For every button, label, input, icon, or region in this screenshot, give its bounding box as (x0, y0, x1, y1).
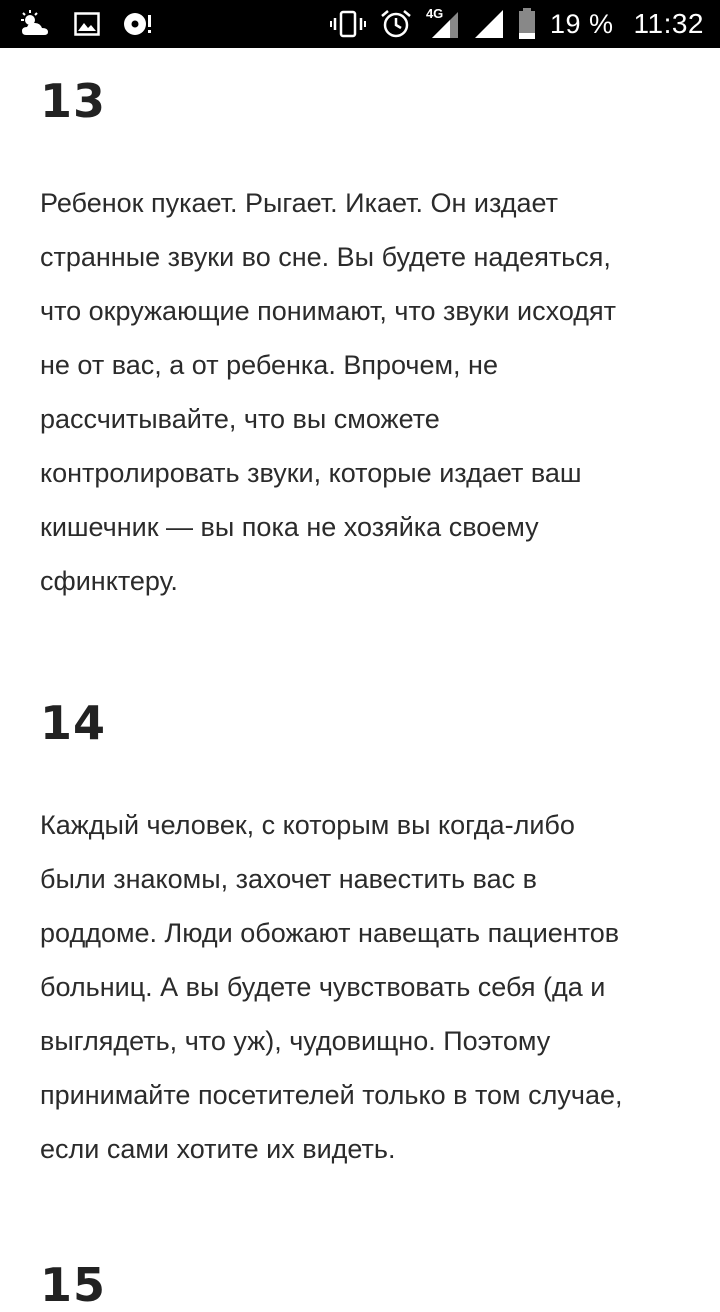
section-number: 15 (40, 1258, 107, 1312)
status-bar-left (0, 0, 154, 48)
battery-percent: 19 % (549, 8, 614, 39)
network-type-label: 4G (425, 6, 444, 21)
text-line: рассчитывайте, что вы сможете (40, 404, 440, 434)
text-line: сфинктеру. (40, 566, 178, 596)
section-number: 13 (40, 74, 107, 128)
status-bar-right (330, 0, 720, 48)
battery-icon (518, 8, 536, 40)
text-line: принимайте посетителей только в том случае, (40, 1080, 623, 1110)
signal-4g-icon (426, 8, 460, 40)
text-line: роддоме. Люди обожают навещать пациентов (40, 918, 620, 948)
text-line: были знакомы, захочет навестить вас в (40, 864, 537, 894)
section-13 (40, 74, 680, 608)
weather-icon (18, 9, 52, 39)
alarm-icon (380, 9, 412, 39)
section-text (40, 176, 680, 608)
text-line: контролировать звуки, которые издает ваш (40, 458, 582, 488)
disc-icon (122, 10, 154, 38)
text-line: не от вас, а от ребенка. Впрочем, не (40, 350, 498, 380)
text-line: странные звуки во сне. Вы будете надеяться, (40, 242, 611, 272)
section-14 (40, 696, 680, 1176)
text-line: кишечник — вы пока не хозяйка своему (40, 512, 539, 542)
section-text (40, 798, 680, 1176)
text-line: больниц. А вы будете чувствовать себя (да и (40, 972, 606, 1002)
text-line: что окружающие понимают, что звуки исходят (40, 296, 616, 326)
signal-icon (474, 9, 504, 39)
section-15 (40, 1258, 680, 1312)
clock: 11:32 (633, 8, 704, 39)
text-line: Каждый человек, с которым вы когда-либо (40, 810, 575, 840)
article-content[interactable] (0, 48, 720, 1312)
vibrate-icon (330, 10, 366, 38)
text-line: если сами хотите их видеть. (40, 1134, 396, 1164)
image-icon (74, 12, 100, 36)
section-number: 14 (40, 696, 107, 750)
status-bar (0, 0, 720, 48)
text-line: выглядеть, что уж), чудовищно. Поэтому (40, 1026, 551, 1056)
text-line: Ребенок пукает. Рыгает. Икает. Он издает (40, 188, 559, 218)
